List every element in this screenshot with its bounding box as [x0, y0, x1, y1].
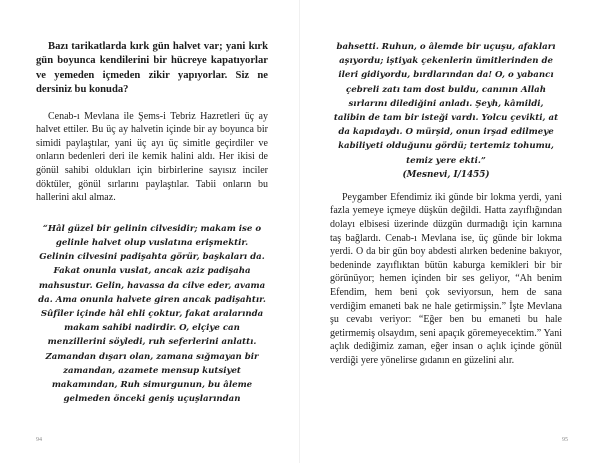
mesnevi-quote-part1: “Hâl güzel bir gelinin cilvesidir; makam ise o gelinle halvet olup vuslatına erişmektir. Gelinin cilvesini padişahta görür, başkaları da. Fakat onunla vuslat, ancak aziz padişaha mahsustur. Gelin, havassa da cilve eder, avama da. Ama onunla halvete giren ancak padişahtır. Sûfîler içinde hâl ehli çoktur, fakat aralarında makam sahibi nadirdir. O, elçiye can menzillerini söyledi, ruh seferlerini anlattı. Zamandan dışarı olan, zamana sığmayan bir zamandan, azamete mensup kutsiyet makamından, Ruh simurgunun, bu âleme gelmeden önceki geniş uçuşlarından — [38, 223, 266, 405]
page-number-right: 95 — [562, 437, 568, 443]
question-paragraph: Bazı tarikatlarda kırk gün halvet var; yani kırk gün boyunca kendilerini bir hücreye kapatıyorlar ve yemeden içmeden zikir yapıyorlar. Siz ne dersiniz bu konuda? — [36, 41, 268, 96]
mesnevi-quote-part2: bahsetti. Ruhun, o âlemde bir uçuşu, afakları aşıyordu; iştiyak çekenlerin ümitlerinden de ileri gidiyordu, bırdlarından da! O, o yabancı çebreli zatı tam dost buldu, canının Allah sırlarını dilediğini anladı. Şeyh, kâmildi, talibin de tam bir isteği vardı. Yolcu çevikti, at da kapıdaydı. O mürşid, onun irşad edilmeye kabiliyeti olduğunu gördü; tertemiz tohumu, temiz yere ekti.” — [333, 42, 559, 166]
right-page — [300, 0, 600, 463]
right-text-column — [330, 40, 562, 368]
left-text-column — [36, 40, 268, 406]
quote-source: (Mesnevi, I/1455) — [402, 169, 490, 180]
answer-paragraph: Cenab-ı Mevlana ile Şems-i Tebriz Hazretleri üç ay halvet ettiler. Bu üç ay halvetin içinde bir ay boyunca bir simidi paylaştılar, yani üç ayı üç simitle geçirdiler ve onların bedenleri deri ile kemik halini aldı. Her ikisi de gönül sahibi oldukları için birbirlerine sayısız inciler döktüler, gönül sırlarını paylaştılar. Tabii onların bu hallerini akıl almaz. — [36, 110, 268, 204]
page-number-left: 94 — [36, 437, 42, 443]
body-paragraph: Peygamber Efendimiz iki günde bir lokma yerdi, yani fazla yemeye içmeye düşkün değildi. Hatta zayıflığından dolayı elbisesi üzerinde düzgün durmadığı için karnına taş bağlardı. Cenab-ı Mevlana ise, üç günde bir lokma yerdi. O da bir gün boy abdesti alırken bedenine bakıyor, bedeninde zayıflıktan bütün kaburga kemikleri bir bir görünüyor; hemen içinden bir ses geliyor, “Ah benim Efendim, hem beni çok seviyorsun, hem de sana verdiğim emaneti bak ne hale getirmişsin.” İşte Mevlana şu cevabı veriyor: “Eğer ben bu emaneti bu hale getirmemiş olsaydım, seni apaçık göremeyecektim.” Yani açlık dediğimiz zaman, eğer insan o açlık içinde gönül verdiği yere yönelirse gıdanın en güzelini alır. — [330, 191, 562, 366]
